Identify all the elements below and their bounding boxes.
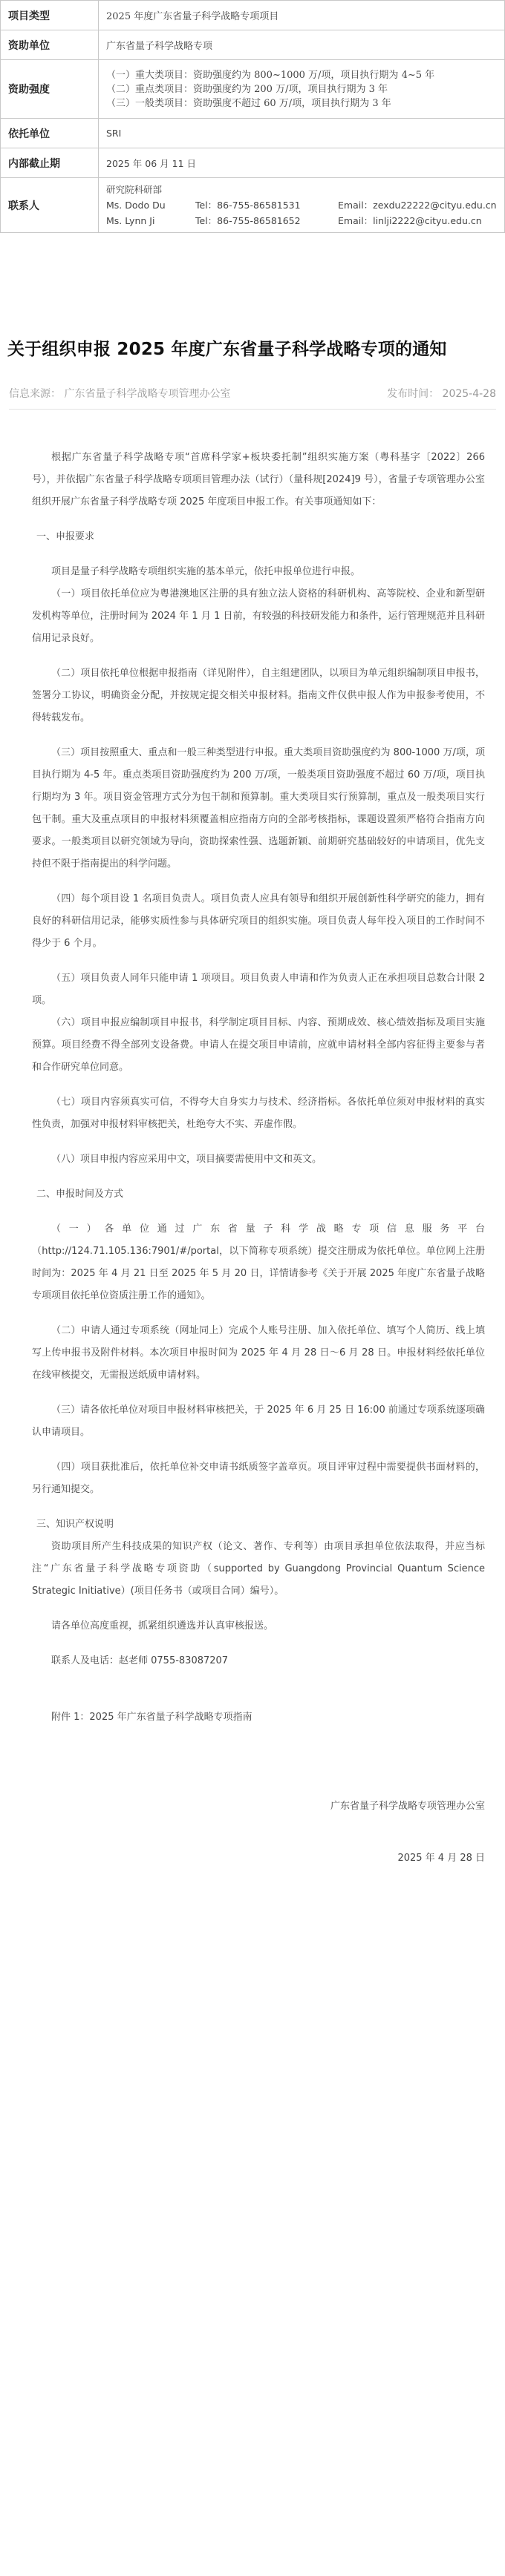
paragraph: （五）项目负责人同年只能申请 1 项项目。项目负责人申请和作为负责人正在承担项目总数合计限 2 项。	[32, 973, 485, 1006]
contact-name: Ms. Lynn Ji	[106, 215, 155, 226]
paragraph: （二）申请人通过专项系统（网址同上）完成个人账号注册、加入依托单位、填写个人简历、线上填写上传申报书及附件材料。本次项目申报时间为 2025 年 4 月 28 日～6 月 28 日。申报材料经依托单位在线审核提交，无需报送纸质申请材料。	[32, 1325, 485, 1381]
paragraph: （八）项目申报内容应采用中文，项目摘要需使用中文和英文。	[51, 1154, 322, 1165]
row-key: 项目类型	[1, 1, 99, 30]
paragraph: 资助项目所产生科技成果的知识产权（论文、著作、专利等）由项目承担单位依法取得，并应当标注“广东省量子科学战略专项资助（supported by Guangdong Provincial Quantum Science Strategic Initiative）(项目任务书（或项目合同）编号）。	[32, 1541, 485, 1597]
contact-name: Ms. Dodo Du	[106, 200, 166, 211]
row-value: SRI	[99, 119, 505, 148]
table-row	[1, 148, 505, 178]
paragraph: （四）项目获批准后，依托单位补交申请书纸质签字盖章页。项目评审过程中需要提供书面材料的，另行通知提交。	[32, 1462, 485, 1495]
row-key: 内部截止期	[1, 148, 99, 178]
row-value	[99, 60, 505, 119]
article-title: 关于组织申报 2025 年度广东省量子科学战略专项的通知	[7, 340, 447, 359]
attachment-link[interactable]: 附件 1：2025 年广东省量子科学战略专项指南	[51, 1712, 252, 1723]
paragraph: （三）请各依托单位对项目申报材料审核把关，于 2025 年 6 月 25 日 16:00 前通过专项系统逐项确认申请项目。	[32, 1404, 485, 1438]
paragraph: （三）项目按照重大、重点和一般三种类型进行申报。重大类项目资助强度约为 800-1000 万/项，项目执行期为 4-5 年。重点类项目资助强度约为 200 万/项，一般类项目资助强度不超过 60 万/项，项目执行期均为 3 年。项目资金管理方式分为包干制和预算制。重大类项目实行预算制，重点及一般类项目实行包干制。重大及重点项目的申报材料须覆盖相应指南方向的全部考核指标，课题设置须严格符合指南方向要求。一般类项目以研究领域为导向，资助探索性强、选题新颖、前期研究基础较好的申请项目，优先支持但不限于指南提出的科学问题。	[32, 747, 485, 870]
contact-email[interactable]: Email：zexdu22222@cityu.edu.cn	[338, 200, 497, 211]
signature-date: 2025 年 4 月 28 日	[397, 1853, 485, 1864]
row-key: 资助强度	[1, 60, 99, 119]
paragraph: （二）项目依托单位根据申报指南（详见附件），自主组建团队，以项目为单元组织编制项目申报书，签署分工协议，明确资金分配，并按规定提交相关申报材料。指南文件仅供申报人作为申报参考使用，不得转载发布。	[32, 668, 485, 723]
paragraph: （六）项目申报应编制项目申报书，科学制定项目目标、内容、预期成效、核心绩效指标及项目实施预算。项目经费不得全部列支设备费。申请人在提交项目申请前，应就申请材料全部内容征得主要参与者和合作研究单位同意。	[32, 1017, 485, 1073]
contact-email[interactable]: Email：linlji2222@cityu.edu.cn	[338, 215, 482, 226]
table-row	[1, 119, 505, 148]
contact-line	[106, 213, 504, 229]
row-value: 广东省量子科学战略专项	[99, 30, 505, 60]
funding-line: （一）重大类项目：资助强度约为 800~1000 万/项，项目执行期为 4~5 年	[106, 69, 435, 81]
row-value: 2025 年度广东省量子科学战略专项项目	[99, 1, 505, 30]
article-source: 信息来源： 广东省量子科学战略专项管理办公室	[9, 388, 231, 400]
row-value: 2025 年 06 月 11 日	[99, 148, 505, 178]
section-heading: 三、知识产权说明	[36, 1519, 114, 1530]
paragraph: （一）各单位通过广东省量子科学战略专项信息服务平台（http://124.71.105.136:7901/#/portal，以下简称专项系统）提交注册成为依托单位。单位网上注册时间为：2025 年 4 月 21 日至 2025 年 5 月 20 日，详情请参考《关于开展 2025 年度广东省量子战略专项项目依托单位资质注册工作的通知》。	[32, 1223, 485, 1301]
funding-line: （二）重点类项目：资助强度约为 200 万/项，项目执行期为 3 年	[106, 83, 388, 95]
article-date: 发布时间： 2025-4-28	[387, 388, 496, 400]
row-value	[99, 178, 505, 233]
paragraph: （一）项目依托单位应为粤港澳地区注册的具有独立法人资格的科研机构、高等院校、企业和新型研发机构等单位，注册时间为 2024 年 1 月 1 日前，有较强的科技研发能力和条件，运行管理规范并且科研信用记录良好。	[32, 588, 485, 644]
contact-tel: Tel：86-755-86581652	[195, 215, 301, 226]
row-key: 联系人	[1, 178, 99, 233]
paragraph: 联系人及电话：赵老师 0755-83087207	[51, 1655, 229, 1666]
paragraph: （七）项目内容须真实可信，不得夸大自身实力与技术、经济指标。各依托单位须对申报材料的真实性负责，加强对申报材料审核把关，杜绝夸大不实、弄虚作假。	[32, 1097, 485, 1130]
table-row	[1, 60, 505, 119]
contact-tel: Tel：86-755-86581531	[195, 200, 301, 211]
table-row	[1, 1, 505, 30]
paragraph: 根据广东省量子科学战略专项“首席科学家+板块委托制”组织实施方案（粤科基字〔2022〕266 号），并依据广东省量子科学战略专项项目管理办法（试行）（量科规[2024]9 号），省量子专项管理办公室组织开展广东省量子科学战略专项 2025 年度项目申报工作。有关事项通知如下：	[32, 452, 485, 507]
funding-line: （三）一般类项目：资助强度不超过 60 万/项，项目执行期为 3 年	[106, 97, 391, 109]
section-heading: 一、申报要求	[36, 531, 95, 542]
project-info-table	[0, 0, 505, 233]
row-key: 依托单位	[1, 119, 99, 148]
table-row	[1, 30, 505, 60]
paragraph: （四）每个项目设 1 名项目负责人。项目负责人应具有领导和组织开展创新性科学研究的能力，拥有良好的科研信用记录，能够实质性参与具体研究项目的组织实施。项目负责人每年投入项目的工作时间不得少于 6 个月。	[32, 893, 485, 949]
contact-org: 研究院科研部	[106, 184, 163, 195]
signature: 广东省量子科学战略专项管理办公室	[330, 1801, 485, 1812]
paragraph: 请各单位高度重视，抓紧组织遴选并认真审核报送。	[51, 1620, 274, 1632]
contact-line	[106, 197, 504, 213]
article-body	[32, 407, 485, 1870]
table-row	[1, 178, 505, 233]
row-key: 资助单位	[1, 30, 99, 60]
article-meta	[9, 386, 496, 401]
paragraph: 项目是量子科学战略专项组织实施的基本单元，依托申报单位进行申报。	[51, 566, 361, 577]
section-heading: 二、申报时间及方式	[36, 1189, 124, 1200]
